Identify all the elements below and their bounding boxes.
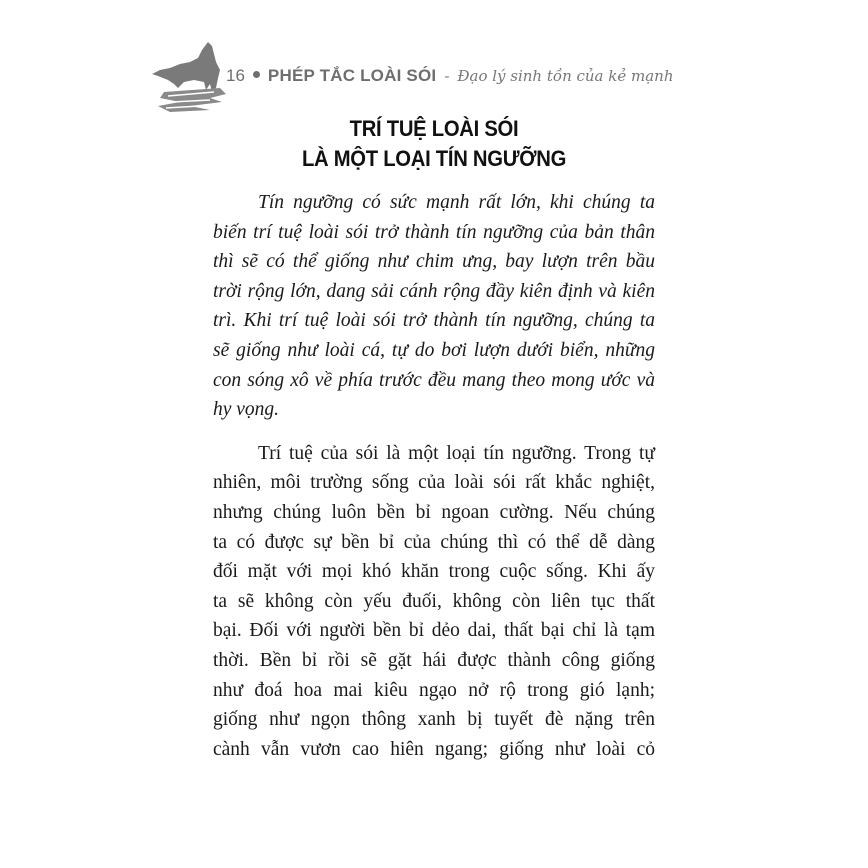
book-subtitle: Đạo lý sinh tồn của kẻ mạnh xyxy=(457,67,674,85)
separator: - xyxy=(444,67,450,85)
chapter-title-line-2: LÀ MỘT LOẠI TÍN NGƯỠNG xyxy=(301,146,567,171)
text-line: ta có được sự bền bỉ của chúng thì có thể dễ dàng xyxy=(213,531,655,553)
paragraph-2 xyxy=(213,439,655,765)
text-line: nhiên, môi trường sống của loài sói rất khắc nghiệt, xyxy=(213,472,655,494)
text-line: sẽ giống như loài cá, tự do bơi lượn dưới biển, những xyxy=(213,339,655,361)
text-line: bại. Đối với người bền bỉ dẻo dai, thất bại chỉ là tạm xyxy=(213,620,655,642)
page-number: 16 xyxy=(226,66,245,85)
text-line: đối mặt với mọi khó khăn trong cuộc sống. Khi ấy xyxy=(213,561,655,583)
text-line: cành vẫn vươn cao hiên ngang; giống như loài cỏ xyxy=(213,738,655,760)
text-line: thời. Bền bỉ rồi sẽ gặt hái được thành công giống xyxy=(213,649,655,671)
howling-wolf-icon xyxy=(150,40,230,115)
text-line: Trí tuệ của sói là một loại tín ngưỡng. Trong tự xyxy=(258,442,655,464)
book-title: PHÉP TẮC LOÀI SÓI xyxy=(267,66,437,85)
chapter-title-line-1: TRÍ TUỆ LOÀI SÓI xyxy=(349,116,519,141)
text-line: ta sẽ không còn yếu đuối, không còn liên tục thất xyxy=(213,590,655,612)
text-line: con sóng xô về phía trước đều mang theo mong ước và xyxy=(213,369,655,391)
text-line: hy vọng. xyxy=(213,399,280,421)
bullet-icon xyxy=(253,71,260,78)
paragraph-1 xyxy=(213,188,655,425)
text-line: thì sẽ có thể giống như chim ưng, bay lượn trên bầu xyxy=(213,251,655,273)
text-line: biến trí tuệ loài sói trở thành tín ngưỡng của bản thân xyxy=(213,221,655,243)
text-line: trời rộng lớn, dang sải cánh rộng đầy kiên định và kiên xyxy=(213,280,655,302)
text-line: như đoá hoa mai kiêu ngạo nở rộ trong gió lạnh; xyxy=(213,679,655,701)
text-line: trì. Khi trí tuệ loài sói trở thành tín ngưỡng, chúng ta xyxy=(213,310,655,332)
text-line: Tín ngưỡng có sức mạnh rất lớn, khi chúng ta xyxy=(258,192,655,213)
text-line: nhưng chúng luôn bền bỉ ngoan cường. Nếu chúng xyxy=(213,501,655,523)
text-line: giống như ngọn thông xanh bị tuyết đè nặng trên xyxy=(213,709,655,731)
running-header xyxy=(226,66,674,86)
body-text xyxy=(213,188,655,764)
